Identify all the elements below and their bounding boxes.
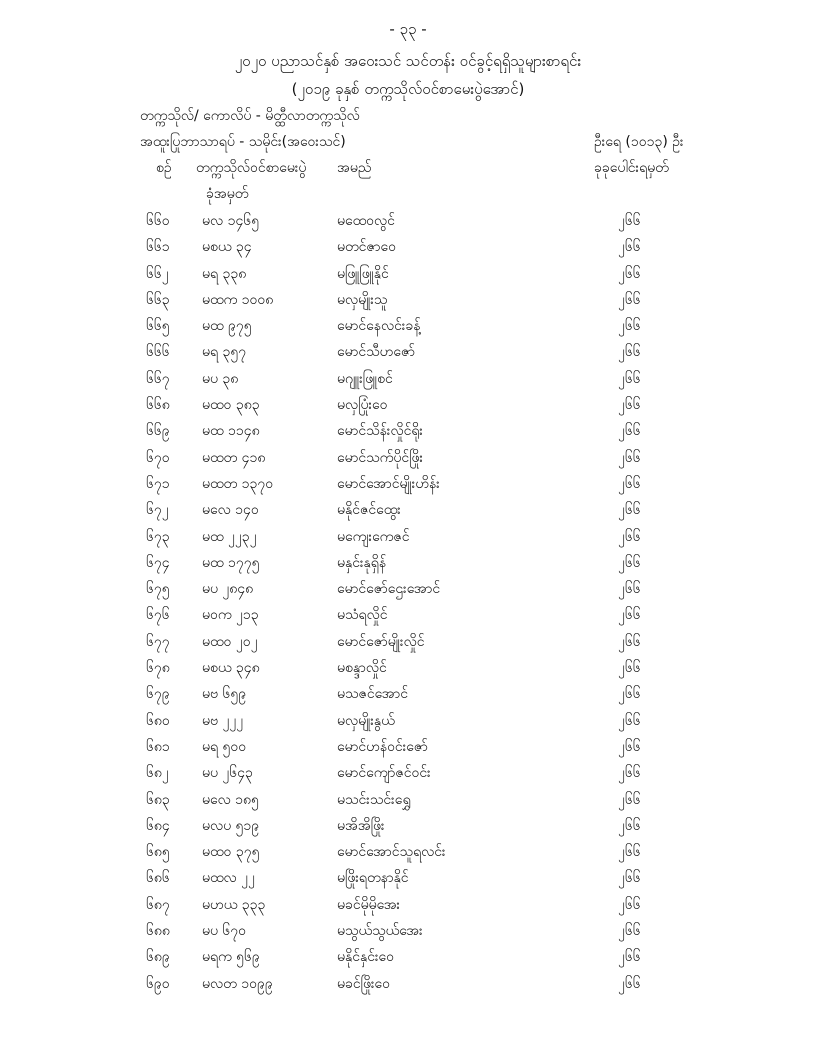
table-row	[0, 549, 816, 575]
department-line: အထူးပြုဘာသာရပ် - သမိုင်း(အဝေးသင်)	[140, 134, 346, 150]
table-row	[0, 338, 816, 364]
total-score: ၂၆၆	[618, 213, 641, 229]
quota-line: ဦးရေ (၁၀၁၃) ဦး	[594, 134, 684, 150]
total-score: ၂၆၆	[618, 791, 641, 808]
roll-number: မထဝ ၃၇၅	[202, 844, 260, 861]
roll-number: မပ ၂၈၄၈	[202, 581, 254, 598]
table-row	[0, 365, 816, 391]
column-header-no: စဉ်	[156, 160, 172, 176]
total-score: ၂၆၆	[618, 370, 641, 387]
table-row	[0, 496, 816, 522]
student-name: မခင်ဖြိုးဝေ	[337, 975, 391, 992]
page-number: - ၃၃ -	[389, 20, 427, 38]
row-number: ၆၇၉	[146, 686, 170, 703]
total-score: ၂၆၆	[618, 239, 641, 256]
table-row	[0, 601, 816, 627]
row-number: ၆၈၂	[146, 765, 169, 782]
row-number: ၆၇၂	[146, 502, 169, 519]
student-name: မအိအိဖြိုး	[337, 817, 385, 834]
total-score: ၂၆၆	[618, 397, 641, 414]
table-row	[0, 680, 816, 706]
roll-number: မပ ၆၇၀	[202, 923, 247, 940]
row-number: ၆၈၁	[146, 738, 170, 755]
row-number: ၆၇၁	[146, 475, 170, 492]
student-name: မနိုင်နှင်းဝေ	[337, 949, 395, 966]
roll-number: မထဝ ၂၀၂	[202, 633, 258, 650]
roll-number: မပ ၃၈	[202, 370, 239, 387]
table-row	[0, 470, 816, 496]
roll-number: မထ ၁၇၇၅	[202, 554, 260, 571]
student-name: မသံရလှိုင်	[337, 607, 388, 624]
roll-number: မထ ၉၇၅	[202, 318, 252, 335]
roll-number: မလပ ၅၁၉	[202, 817, 260, 834]
roll-number: မထတ ၄၁၈	[202, 449, 266, 466]
roll-number: မဟယ ၃၃၃	[202, 896, 266, 913]
table-row	[0, 943, 816, 969]
student-name: မောင်ကျော်ဇင်ဝင်း	[337, 765, 431, 782]
total-score: ၂၆၆	[618, 660, 641, 677]
table-row	[0, 733, 816, 759]
row-number: ၆၆၇	[146, 370, 170, 387]
total-score: ၂၆၆	[618, 633, 641, 650]
row-number: ၆၇၄	[146, 554, 170, 571]
table-row	[0, 812, 816, 838]
row-number: ၆၈၀	[146, 712, 170, 729]
roll-number: မထဝ ၃၈၃	[202, 397, 260, 414]
student-name: မထေဝလွင်	[337, 213, 395, 229]
table-row	[0, 523, 816, 549]
student-name: မောင်ဇော်ဌေးအောင်	[337, 581, 441, 598]
table-row	[0, 286, 816, 312]
roll-number: မလေ ၁၈၅	[202, 791, 259, 808]
total-score: ၂၆၆	[618, 870, 641, 887]
student-name: မောင်သီဟဇော်	[337, 344, 416, 361]
table-row	[0, 628, 816, 654]
total-score: ၂၆၆	[618, 554, 641, 571]
total-score: ၂၆၆	[618, 712, 641, 729]
total-score: ၂၆၆	[618, 607, 641, 624]
row-number: ၆၇၅	[146, 581, 170, 598]
student-name: မောင်အောင်မျိုးဟိန်း	[337, 475, 440, 492]
student-name: မောင်ဟန်ဝင်းဇော်	[337, 738, 428, 755]
student-name: မနှင်းနုရှိန်	[337, 554, 387, 571]
student-name: မကျေးကေဇင်	[337, 528, 410, 545]
roll-number: မထတ ၁၃၇၀	[202, 475, 274, 492]
roll-number: မရ ၃၅၇	[202, 344, 247, 361]
student-name: မောင်သက်ပိုင်ဖြိုး	[337, 449, 424, 466]
roll-number: မထ ၂၂၃၂	[202, 528, 257, 545]
row-number: ၆၇၆	[146, 607, 170, 624]
student-name: မစန္ဒာလှိုင်	[337, 660, 387, 677]
row-number: ၆၆၀	[146, 213, 170, 229]
student-name: မဖြူဖြူနိုင်	[337, 265, 389, 282]
total-score: ၂၆၆	[618, 475, 641, 492]
table-row	[0, 786, 816, 812]
table-row	[0, 260, 816, 286]
roll-number: မဗ ၆၅၉	[202, 686, 247, 703]
student-name: မနိုင်ဇင်ထွေး	[337, 502, 401, 519]
total-score: ၂၆၆	[618, 318, 641, 335]
total-score: ၂၆၆	[618, 738, 641, 755]
roll-number: မလေ ၁၄၀	[202, 502, 259, 519]
student-name: မောင်နေလင်းခန့်	[337, 318, 421, 335]
row-number: ၆၈၇	[146, 896, 170, 913]
student-name: မသင်းသင်းရွှေ	[337, 791, 411, 808]
total-score: ၂၆၆	[618, 975, 641, 992]
student-name: မသွယ်သွယ်အေး	[337, 923, 423, 940]
table-row	[0, 654, 816, 680]
student-name: မဂျူးဖြူစင်	[337, 370, 393, 387]
total-score: ၂၆၆	[618, 686, 641, 703]
table-row	[0, 970, 816, 996]
total-score: ၂၆၆	[618, 844, 641, 861]
document-subtitle: (၂၀၁၉ ခုနှစ် တက္ကသိုလ်ဝင်စာမေးပွဲအောင်)	[291, 80, 525, 98]
total-score: ၂၆၆	[618, 817, 641, 834]
table-row	[0, 391, 816, 417]
column-header-name: အမည်	[337, 160, 372, 176]
table-row	[0, 759, 816, 785]
row-number: ၆၇၈	[146, 660, 170, 677]
total-score: ၂၆၆	[618, 765, 641, 782]
roll-number: မလတ ၁၀၉၉	[202, 975, 273, 992]
table-row	[0, 864, 816, 890]
row-number: ၆၆၁	[146, 239, 170, 256]
roll-number: မရ ၅၀၀	[202, 738, 247, 755]
total-score: ၂၆၆	[618, 291, 641, 308]
table-row	[0, 417, 816, 443]
row-number: ၆၈၃	[146, 791, 170, 808]
row-number: ၆၆၉	[146, 423, 170, 440]
column-header-roll-line2: ခုံအမှတ်	[206, 186, 249, 202]
roll-number: မဝက ၂၁၃	[202, 607, 259, 624]
table-row	[0, 312, 816, 338]
total-score: ၂၆၆	[618, 581, 641, 598]
total-score: ၂၆၆	[618, 502, 641, 519]
roll-number: မထက ၁၀၀၈	[202, 291, 274, 308]
roll-number: မရ ၃၃၈	[202, 265, 247, 282]
total-score: ၂၆၆	[618, 449, 641, 466]
table-row	[0, 575, 816, 601]
table-row	[0, 707, 816, 733]
row-number: ၆၈၆	[146, 870, 170, 887]
row-number: ၆၇၇	[146, 633, 170, 650]
roll-number: မထလ ၂၂	[202, 870, 255, 887]
total-score: ၂၆၆	[618, 923, 641, 940]
student-name: မဖြိုးရတနာနိုင်	[337, 870, 409, 887]
roll-number: မပ ၂၆၄၃	[202, 765, 253, 782]
student-name: မတင်ဇာဝေ	[337, 239, 396, 256]
roll-number: မလ ၁၄၆၅	[202, 213, 260, 229]
column-header-roll: တက္ကသိုလ်ဝင်စာမေးပွဲ	[196, 160, 307, 176]
total-score: ၂၆၆	[618, 344, 641, 361]
row-number: ၆၈၄	[146, 817, 170, 834]
student-list	[0, 207, 816, 996]
total-score: ၂၆၆	[618, 265, 641, 282]
table-row	[0, 444, 816, 470]
student-name: မသဇင်အောင်	[337, 686, 409, 703]
student-name: မောင်အောင်သူရလင်း	[337, 844, 446, 861]
roll-number: မထ ၁၁၄၈	[202, 423, 260, 440]
table-row	[0, 207, 816, 233]
row-number: ၆၆၅	[146, 318, 170, 335]
student-name: မခင်မိုမိုအေး	[337, 896, 401, 913]
student-name: မလှပြုံးဝေ	[337, 397, 388, 414]
roll-number: မစယ ၃၄	[202, 239, 252, 256]
table-row	[0, 838, 816, 864]
row-number: ၆၉၀	[146, 975, 170, 992]
row-number: ၆၇၀	[146, 449, 170, 466]
roll-number: မဗ ၂၂၂	[202, 712, 244, 729]
university-line: တက္ကသိုလ်/ ကောလိပ် - မိတ္ထီလာတက္ကသိုလ်	[140, 108, 360, 124]
row-number: ၆၆၃	[146, 291, 170, 308]
total-score: ၂၆၆	[618, 528, 641, 545]
table-row	[0, 917, 816, 943]
roll-number: မရက ၅၆၉	[202, 949, 260, 966]
row-number: ၆၈၅	[146, 844, 170, 861]
row-number: ၆၆၆	[146, 344, 170, 361]
row-number: ၆၆၈	[146, 397, 170, 414]
student-name: မောင်သိန်းလှိုင်ရိုး	[337, 423, 423, 440]
row-number: ၆၈၈	[146, 923, 170, 940]
row-number: ၆၇၃	[146, 528, 170, 545]
table-row	[0, 891, 816, 917]
table-row	[0, 233, 816, 259]
total-score: ၂၆၆	[618, 423, 641, 440]
student-name: မောင်ဇော်မျိုးလှိုင်	[337, 633, 425, 650]
student-name: မလှမျိုးနွယ်	[337, 712, 395, 729]
row-number: ၆၆၂	[146, 265, 169, 282]
column-header-result: ခုခုပေါင်းရမှတ်	[594, 160, 669, 176]
student-name: မလှမျိုးသူ	[337, 291, 388, 308]
total-score: ၂၆၆	[618, 896, 641, 913]
document-title: ၂၀၂၀ ပညာသင်နှစ် အဝေးသင် သင်တန်း ဝင်ခွင့်ရရှိသူများစာရင်း	[234, 52, 582, 70]
roll-number: မစယ ၃၄၈	[202, 660, 260, 677]
row-number: ၆၈၉	[146, 949, 170, 966]
total-score: ၂၆၆	[618, 949, 641, 966]
